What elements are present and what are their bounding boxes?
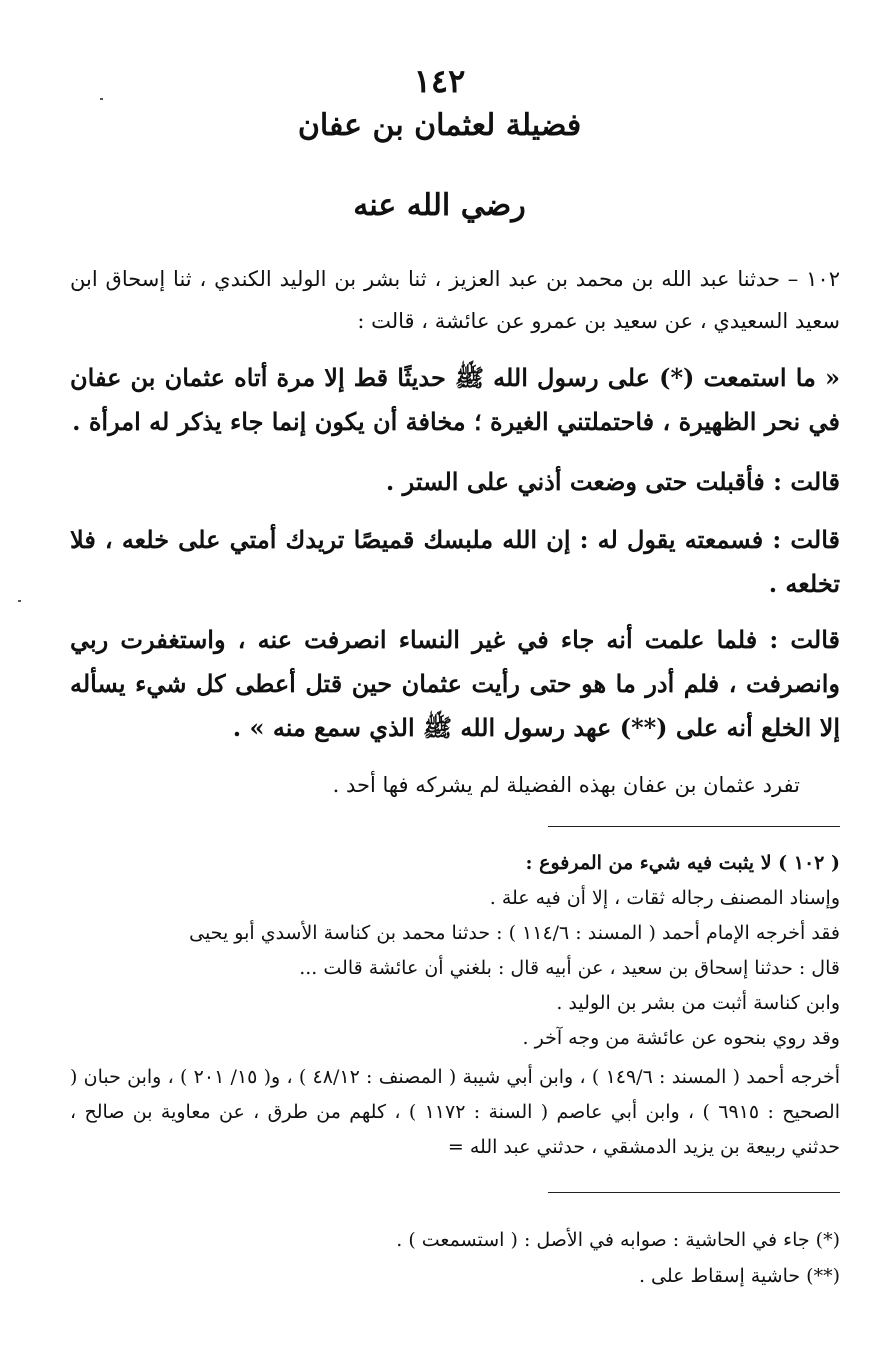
notes-separator (548, 1192, 840, 1193)
hadith-text-1: « ما استمعت (*) على رسول الله ﷺ حديثًا قط إلا مرة أتاه عثمان بن عفان في نحر الظهيرة ، فاحتملتني الغيرة ؛ مخافة أن يكون إنما جاء يذكر له امرأة . (70, 363, 841, 436)
margin-note-1: (*) جاء في الحاشية : صوابه في الأصل : ( استسمعت ) . (396, 1229, 840, 1251)
footnote-title: ( ١٠٢ ) لا يثبت فيه شيء من المرفوع : (525, 852, 840, 874)
footnote-line: وقد روي بنحوه عن عائشة من وجه آخر . (522, 1027, 840, 1049)
margin-note-2: (**) حاشية إسقاط على . (638, 1265, 840, 1287)
chapter-subtitle: رضي الله عنه (353, 188, 526, 223)
chapter-title: فضيلة لعثمان بن عفان (297, 108, 582, 143)
hadith-text-4: قالت : فلما علمت أنه جاء في غير النساء انصرفت عنه ، واستغفرت ربي وانصرفت ، فلم أدر ما هو حتى رأيت عثمان حين قتل أعطى كل شيء يسأله إلا الخلع أنه على (**) عهد رسول الله ﷺ الذي سمع منه » . (70, 625, 840, 742)
page-number: ١٤٢ (413, 62, 466, 100)
hadith-text-3: قالت : فسمعته يقول له : إن الله ملبسك قميصًا تريدك أمتي على خلعه ، فلا تخلعه . (70, 525, 840, 598)
isnad-paragraph: ١٠٢ – حدثنا عبد الله بن محمد بن عبد العزيز ، ثنا بشر بن الوليد الكندي ، ثنا إسحاق ابن سعيد السعيدي ، عن سعيد بن عمرو عن عائشة ، قالت : (70, 267, 840, 333)
footnote-line: وإسناد المصنف رجاله ثقات ، إلا أن فيه علة . (489, 887, 840, 909)
footnote-line: فقد أخرجه الإمام أحمد ( المسند : ١١٤/٦ ) : حدثنا محمد بن كناسة الأسدي أبو يحيى (189, 922, 840, 944)
footnote-line: وابن كناسة أثبت من بشر بن الوليد . (556, 992, 840, 1014)
footnote-separator (548, 826, 840, 827)
hadith-text-2: قالت : فأقبلت حتى وضعت أذني على الستر . (385, 467, 840, 496)
scan-speck (18, 600, 21, 602)
footnote-line: قال : حدثنا إسحاق بن سعيد ، عن أبيه قال : بلغني أن عائشة قالت ... (299, 957, 840, 979)
remark-paragraph: تفرد عثمان بن عفان بهذه الفضيلة لم يشركه فها أحد . (332, 773, 800, 797)
footnote-paragraph: أخرجه أحمد ( المسند : ١٤٩/٦ ) ، وابن أبي شيبة ( المصنف : ٤٨/١٢ ) ، و( ١٥/ ٢٠١ ) ، وابن حبان ( الصحيح : ٦٩١٥ ) ، وابن أبي عاصم ( السنة : ١١٧٢ ) ، كلهم من طرق ، عن معاوية بن صالح ، حدثني ربيعة بن يزيد الدمشقي ، حدثني عبد الله = (70, 1066, 841, 1158)
